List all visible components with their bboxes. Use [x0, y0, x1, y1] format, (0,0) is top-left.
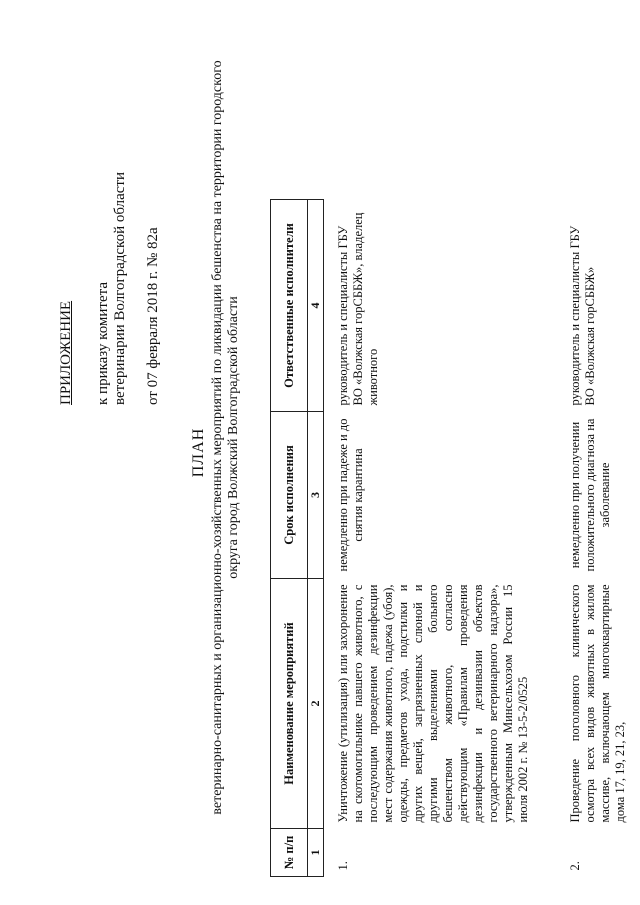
plan-title: ПЛАН: [190, 427, 207, 478]
appendix-heading: ПРИЛОЖЕНИЕ: [58, 300, 74, 405]
plan-subtitle-line-1: ветеринарно-санитарных и организационно-хозяйственных мероприятий по ликвидации бешенства на территории городского: [210, 60, 225, 815]
column-number: 4: [308, 200, 324, 412]
order-date: от 07 февраля 2018 г. № 82а: [145, 227, 161, 405]
measures-table: [270, 199, 628, 877]
appendix-block: [58, 25, 162, 405]
table-header-row: [271, 200, 308, 877]
header-responsible: Ответственные исполнители: [271, 200, 308, 412]
column-number: 3: [308, 412, 324, 579]
row-number: 1.: [336, 861, 350, 871]
order-reference: [95, 25, 129, 405]
plan-subtitle-line-2: округа город Волжский Волгоградской области: [226, 296, 241, 579]
measure-name: Проведение поголовного клинического осмотра всех видов животных в жилом массиве, включающем многоквартирные дома 17, 19, 21, 23,: [568, 584, 627, 823]
measure-responsible: руководитель и специалисты ГБУ ВО «Волжская горСББЖ», владелец животного: [336, 212, 380, 406]
header-term: Срок исполнения: [271, 412, 308, 579]
measure-name: Уничтожение (утилизация) или захоронение на скотомогильнике павшего животного, с последующим проведением дезинфекции мест содержания животного, падежа (убоя), одежды, предметов ухода, подстилки и других вещей, загрязненных слюной и другими выделениями больного бешенством животного, согласно действующим «Правилам проведения дезинфекции и дезинвазии объектов государственного ветеринарного надзора», утвержденным Минсельхозом России 15 июля 2002 г. № 13-5-2/0525: [336, 584, 530, 823]
order-line-1: к приказу комитета: [95, 281, 111, 405]
row-number: 2.: [568, 861, 582, 871]
header-measures: Наименование мероприятий: [271, 579, 308, 829]
measure-term: немедленно при получении положительного диагноза на заболевание: [568, 418, 612, 572]
measure-term: немедленно при падеже и до снятия карантина: [336, 418, 365, 572]
column-number: 1: [308, 829, 324, 877]
plan-subtitle: [210, 30, 242, 845]
table-row: [324, 200, 555, 877]
order-line-2: ветеринарии Волгоградской области: [112, 172, 128, 405]
table-row: [554, 200, 628, 877]
measure-responsible: руководитель и специалисты ГБУ ВО «Волжская горСББЖ»: [568, 225, 597, 406]
column-number-row: [308, 200, 324, 877]
header-number: № п/п: [271, 829, 308, 877]
column-number: 2: [308, 579, 324, 829]
